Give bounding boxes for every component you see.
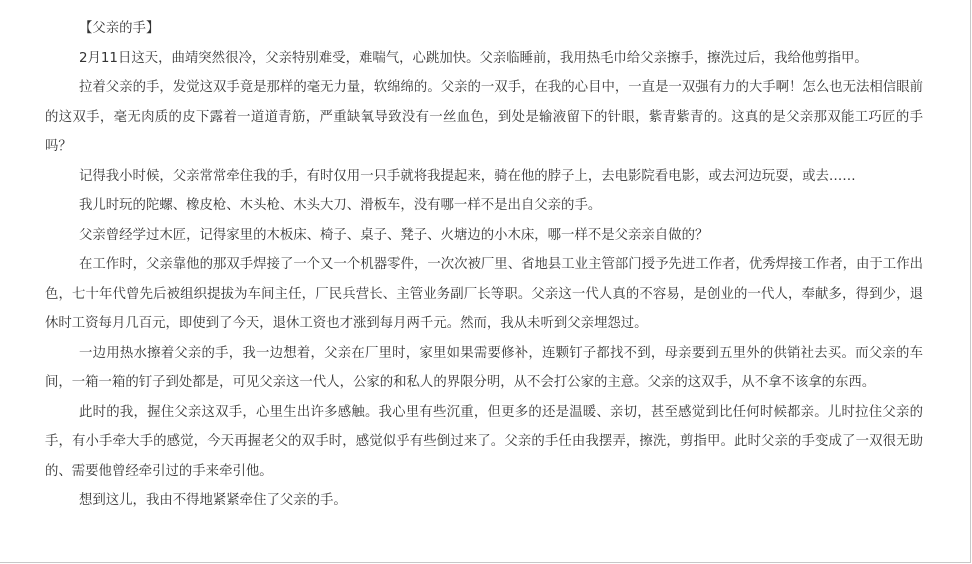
paragraph-4: 我儿时玩的陀螺、橡皮枪、木头枪、木头大刀、滑板车，没有哪一样不是出自父亲的手。 [79,198,602,213]
paragraph-6: 在工作时，父亲靠他的那双手焊接了一个又一个机器零件，一次次被厂里、省地县工业主管部门授予先进工作者，优秀焊接工作者，由于工作出色，七十年代曾先后被组织提拔为车间主任，厂民兵营长、主管业务副厂长等职。父亲这一代人真的不容易，是创业的一代人，奉献多，得到少，退休时工资每月几百元，即使到了今天，退休工资也才涨到每月两千元。然而，我从未听到父亲埋怨过。 [45,257,923,331]
article-body [45,14,923,516]
paragraph-1: 2月11日这天，曲靖突然很冷，父亲特别难受，难喘气，心跳加快。父亲临睡前，我用热毛巾给父亲擦手，擦洗过后，我给他剪指甲。 [79,50,868,66]
paragraph-8: 此时的我，握住父亲这双手，心里生出许多感触。我心里有些沉重，但更多的还是温暖、亲切，甚至感觉到比任何时候都亲。儿时拉住父亲的手，有小手牵大手的感觉，今天再握老父的双手时，感觉似乎有些倒过来了。父亲的手任由我摆弄，擦洗，剪指甲。此时父亲的手变成了一双很无助的、需要他曾经牵引过的手来牵引他。 [45,404,923,479]
paragraph-2: 拉着父亲的手，发觉这双手竟是那样的毫无力量，软绵绵的。父亲的一双手，在我的心目中，一直是一双强有力的大手啊！怎么也无法相信眼前的这双手，毫无肉质的皮下露着一道道青筋，严重缺氧导致没有一丝血色，到处是输液留下的针眼，紫青紫青的。这真的是父亲那双能工巧匠的手吗？ [45,80,923,154]
paragraph-3: 记得我小时候，父亲常常牵住我的手，有时仅用一只手就将我提起来，骑在他的脖子上，去电影院看电影，或去河边玩耍，或去…… [79,168,856,184]
paragraph-5: 父亲曾经学过木匠，记得家里的木板床、椅子、桌子、凳子、火塘边的小木床，哪一样不是父亲亲自做的？ [79,227,709,243]
paragraph-9: 想到这儿，我由不得地紧紧牵住了父亲的手。 [79,493,347,508]
paragraph-7: 一边用热水擦着父亲的手，我一边想着，父亲在厂里时，家里如果需要修补，连颗钉子都找不到，母亲要到五里外的供销社去买。而父亲的车间，一箱一箱的钉子到处都是，可见父亲这一代人，公家的和私人的界限分明，从不会打公家的主意。父亲的这双手，从不拿不该拿的东西。 [45,345,923,390]
article-title: 【父亲的手】 [79,21,160,36]
